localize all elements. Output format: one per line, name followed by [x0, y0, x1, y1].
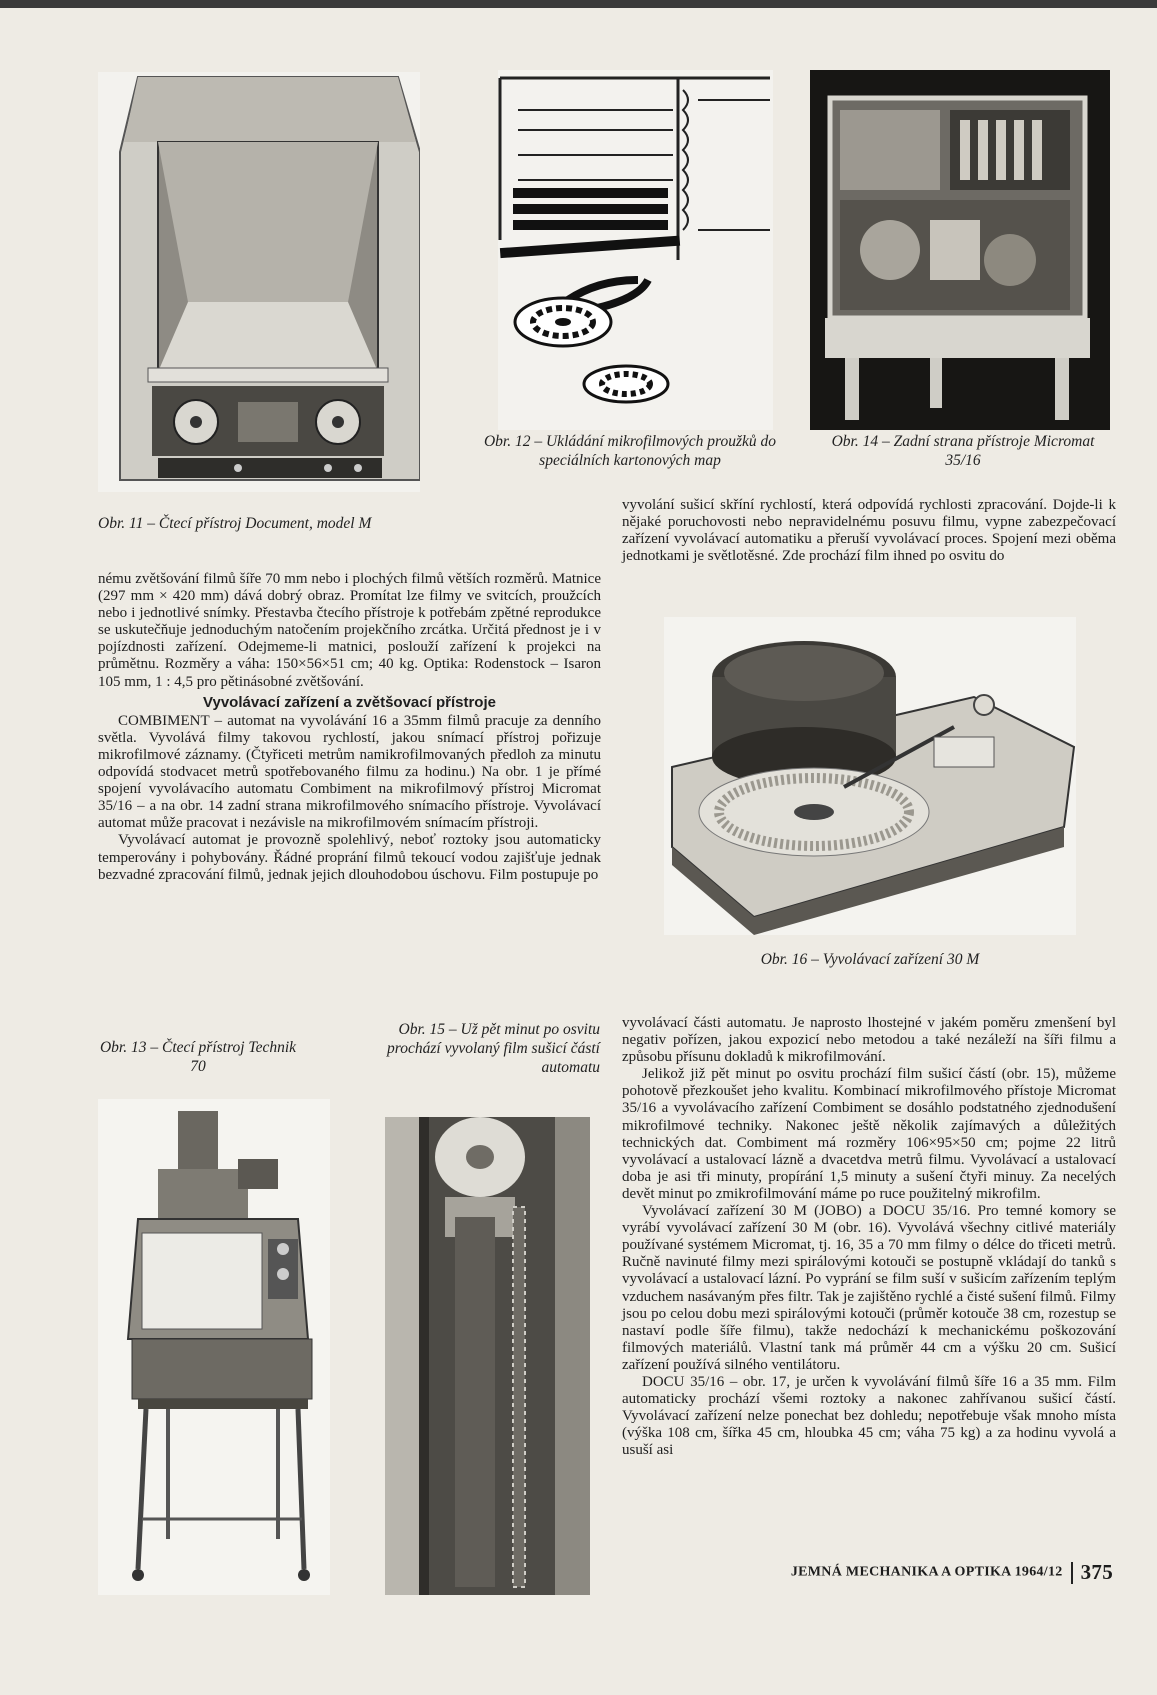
right-column-bottom-text	[622, 1015, 1116, 1459]
paragraph-docu-35-16: DOCU 35/16 – obr. 17, je určen k vyvolávání filmů šíře 16 a 35 mm. Film automaticky prochází všemi roztoky a nakonec zahřívanou sušicí částí. Vyvolávací zařízení nelze ponechat bez dohledu; nepotřebuje však mnoho místa (výška 108 cm, šířka 45 cm, hloubka 45 cm; váha 75 kg) a za hodinu vyvolá a usuší asi	[622, 1373, 1116, 1459]
figure-12-caption: Obr. 12 – Ukládání mikrofilmových proužků do speciálních kartonových map	[483, 433, 777, 469]
journal-name: JEMNÁ MECHANIKA A OPTIKA 1964/12	[790, 1564, 1063, 1580]
scan-top-edge	[0, 0, 1157, 8]
left-column-text	[98, 571, 601, 884]
footer-divider	[1071, 1562, 1073, 1584]
figure-15-photo	[385, 1117, 590, 1595]
figure-16-caption: Obr. 16 – Vyvolávací zařízení 30 M	[760, 951, 980, 968]
figure-14-caption: Obr. 14 – Zadní strana přístroje Micromat 35/16	[831, 433, 1095, 469]
figure-12-diagram	[498, 70, 773, 430]
section-heading: Vyvolávací zařízení a zvětšovací přístroje	[203, 693, 496, 711]
figure-14-photo	[810, 70, 1110, 430]
paragraph-30m-docu: Vyvolávací zařízení 30 M (JOBO) a DOCU 35/16. Pro temné komory se vyrábí vyvolávací zařízení 30 M (obr. 16). Vyvolává všechny citlivé materiály používané systémem Micromat, tj. 16, 35 a 70 mm filmy o délce do třiceti metrů. Ručně navinuté filmy mezi spirálovými kotouči se postupně vkládají do tanků s vyvolávací a ustalovací lázní. Po vyprání se film suší v sušicím zařízením teplým vzduchem nasávaným přes filtr. Tak je zajištěno rychlé a čisté sušení filmů. Filmy jsou po celou dobu mezi spirálovými kotouči (průměr kotouče 38 cm, rozestup se nastaví podle šíře filmu), takže nedochází k mechanickému poškozování filmových materiálů. Vlastní tank má průměr 44 cm a výšku 20 cm. Sušicí zařízení používá silného ventilátoru.	[622, 1203, 1116, 1373]
paragraph-developing-part: vyvolávací části automatu. Je naprosto lhostejné v jakém poměru zmenšení byl negativ pořízen, jakou expozicí nebo metodou a také nezáleží na šíři filmu a způsobu přísunu dokladů k mikrofilmování.	[622, 1015, 1116, 1066]
paragraph-document-reader: nému zvětšování filmů šíře 70 mm nebo i plochých filmů větších rozměrů. Matnice (297 mm × 420 mm) dává dobrý obraz. Promítat lze filmy ve svitcích, proužcích nebo i jednotlivé snímky. Přestavba čtecího přístroje k potřebám zpětné reprodukce se uskutečňuje jednoduchým natočením projekčního zrcátka. Určitá přednost je i v pojízdnosti zařízení. Odejmeme-li matnici, poslouží zařízení k projekci na průmětnu. Rozměry a váha: 150×56×51 cm; 40 kg. Optika: Rodenstock – Isaron 105 mm, 1 : 4,5 pro pětinásobné zvětšování.	[98, 571, 601, 690]
figure-16-photo	[664, 617, 1076, 935]
figure-13-photo	[98, 1099, 330, 1595]
paragraph-automat: Vyvolávací automat je provozně spolehlivý, neboť roztoky jsou automaticky temperovány i pohybovány. Řádné proprání filmů tekoucí vodou zajišťuje jednak bezvadné zpracování filmů, jednak jejich dlouhodobou úschovu. Film postupuje po	[98, 832, 601, 883]
figure-11-photo	[98, 72, 420, 492]
figure-11-caption: Obr. 11 – Čtecí přístroj Document, model M	[98, 515, 372, 532]
paragraph-combiment: COMBIMENT – automat na vyvolávání 16 a 35mm filmů pracuje za denního světla. Vyvolává filmy takovou rychlostí, jakou snímací přístroj pořizuje mikrofilmové záznamy. (Čtyřiceti metrům namikrofilmovaných předloh za minutu odpovídá stodvacet metrů spotřebovaného filmu za hodinu.) Na obr. 1 je přímé spojení vyvolávacího automatu Combiment na mikrofilmový přístroj Micromat 35/16 – a na obr. 14 zadní strana mikrofilmového snímacího přístroje. Vyvolávací automat může pracovat i nezávisle na mikrofilmovém snímacím přístroji.	[98, 712, 601, 832]
page-number: 375	[1080, 1560, 1113, 1584]
right-column-top-text	[622, 497, 1116, 565]
page-footer	[791, 1560, 1113, 1585]
paragraph-drying: vyvolání sušicí skříní rychlostí, která odpovídá rychlosti zpracování. Dojde-li k nějaké poruchovosti nebo nepravidelnému posuvu filmu, vypne zabezpečovací zařízení vyvolávací automatiku a přeruší vyvolávací proces. Spojení mezi oběma jednotkami je světlotěsné. Zde prochází film ihned po osvitu do	[622, 497, 1116, 565]
paragraph-quality-check: Jelikož již pět minut po osvitu prochází film sušicí částí (obr. 15), můžeme pohotově přezkoušet jeho kvalitu. Kombinací mikrofilmového přístoje Micromat 35/16 a vyvolávacího zařízení Combiment se dosáhlo podstatného zjednodušení mikrofilmové techniky. Nakonec ještě několik zajímavých a důležitých technických dat. Combiment má rozměry 106×95×50 cm; pojme 22 litrů vyvolávací a ustalovací lázně a dvacetdva metrů filmu. Vyvolávací a ustalovací doba je asi tři minuty, propírání 1,5 minuty a sušení čtyři minuy. Za necelých devět minut po zmikrofilmování máme po ruce použitelný mikrofilm.	[622, 1066, 1116, 1202]
figure-15-caption: Obr. 15 – Už pět minut po osvitu prochází vyvolaný film sušicí částí automatu	[387, 1021, 600, 1076]
figure-13-caption: Obr. 13 – Čtecí přístroj Technik 70	[99, 1039, 297, 1075]
